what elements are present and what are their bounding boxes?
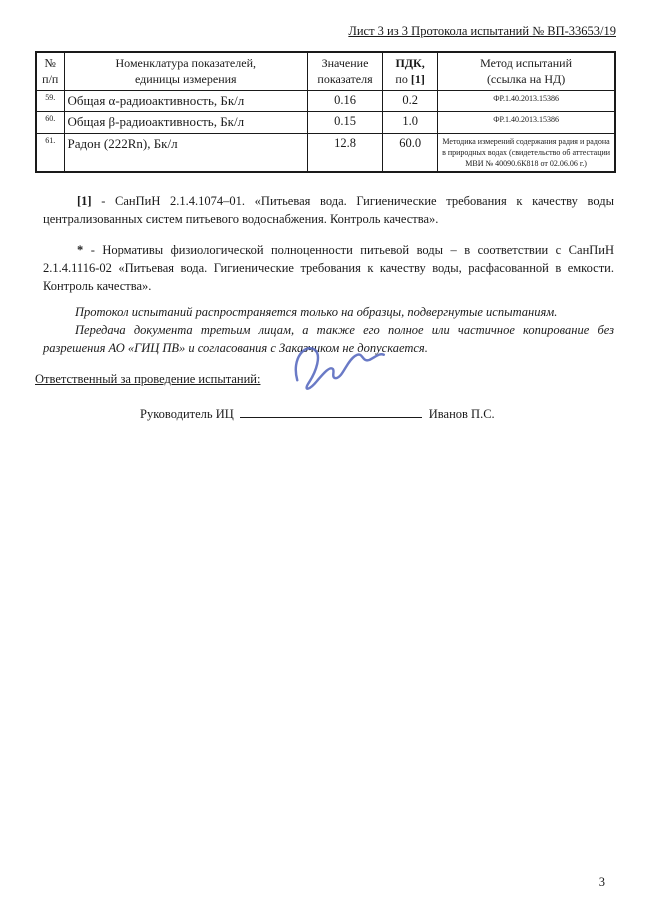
disclaimer-scope: Протокол испытаний распространяется только на образцы, подвергнутые испытаниям. [75,305,558,320]
signer-name: Иванов П.С. [428,407,495,422]
header-nomenclature-line1: Номенклатура показателей, [115,56,256,70]
footnote-ref1-text: - СанПиН 2.1.4.1074–01. «Питьевая вода. Гигиенические требования к качеству воды централизованных систем питьевого водоснабжения. Контроль качества». [43,194,614,227]
column-header-nomenclature [64,52,307,91]
results-table [35,51,616,173]
disclaimer-copying: Передача документа третьим лицам, а также его полное или частичное копирование без разрешения АО «ГИЦ ПВ» и согласования с Заказчиком не допускается. [43,323,614,356]
table-row [36,133,615,172]
indicator-value: 0.15 [307,112,382,133]
header-num-line2: п/п [42,71,59,86]
indicator-limit: 60.0 [383,133,438,172]
indicator-name: Общая α-радиоактивность, Бк/л [64,91,307,112]
table-row [36,112,615,133]
indicator-name: Радон (222Rn), Бк/л [64,133,307,172]
responsible-section-title: Ответственный за проведение испытаний: [35,372,261,387]
indicator-name: Общая β-радиоактивность, Бк/л [64,112,307,133]
signature-line [240,404,422,418]
header-value-line1: Значение [321,56,369,70]
page-number: 3 [598,875,605,889]
footnote-ref1-label: [1] [77,194,92,209]
handwritten-signature-ink [283,339,395,397]
footnote-star-text: - Нормативы физиологической полноценности питьевой воды – в соответствии с СанПиН 2.1.4.1116-02 «Питьевая вода. Гигиенические требования к качеству воды, расфасованной в емкости. Контроль качества». [43,243,615,294]
row-number: 60. [36,112,64,133]
indicator-value: 12.8 [307,133,382,172]
footnote-star [43,241,614,295]
table-row [36,91,615,112]
indicator-limit: 0.2 [383,91,438,112]
footnote-ref1 [43,192,614,228]
footnote-star-label: * [77,243,84,258]
column-header-method [438,52,615,91]
header-limit-pre: по [395,71,408,86]
header-limit-line1: ПДК, [395,56,425,70]
indicator-value: 0.16 [307,91,382,112]
header-nomenclature-line2: единицы измерения [134,71,237,86]
header-limit-ref: [1] [410,71,425,86]
indicator-limit: 1.0 [383,112,438,133]
column-header-value [307,52,382,91]
page-title: Лист 3 из 3 Протокола испытаний № ВП-33653/19 [348,24,616,38]
table-header-row [36,52,615,91]
header-limit-line2 [385,72,435,88]
indicator-method: ФР.1.40.2013.15386 [438,91,615,112]
header-value-line2: показателя [317,71,373,86]
header-num-line1: № [44,56,56,70]
indicator-method: ФР.1.40.2013.15386 [438,112,615,133]
signer-role: Руководитель ИЦ [140,407,234,422]
header-method-line2: (ссылка на НД) [486,71,566,86]
row-number: 61. [36,133,64,172]
row-number: 59. [36,91,64,112]
indicator-method: Методика измерений содержания радия и радона в природных водах (свидетельство об аттестации МВИ № 40090.6К818 от 02.06.06 г.) [438,133,615,172]
column-header-limit [383,52,438,91]
column-header-num [36,52,64,91]
header-method-line1: Метод испытаний [480,56,573,70]
signature-row [35,404,616,422]
